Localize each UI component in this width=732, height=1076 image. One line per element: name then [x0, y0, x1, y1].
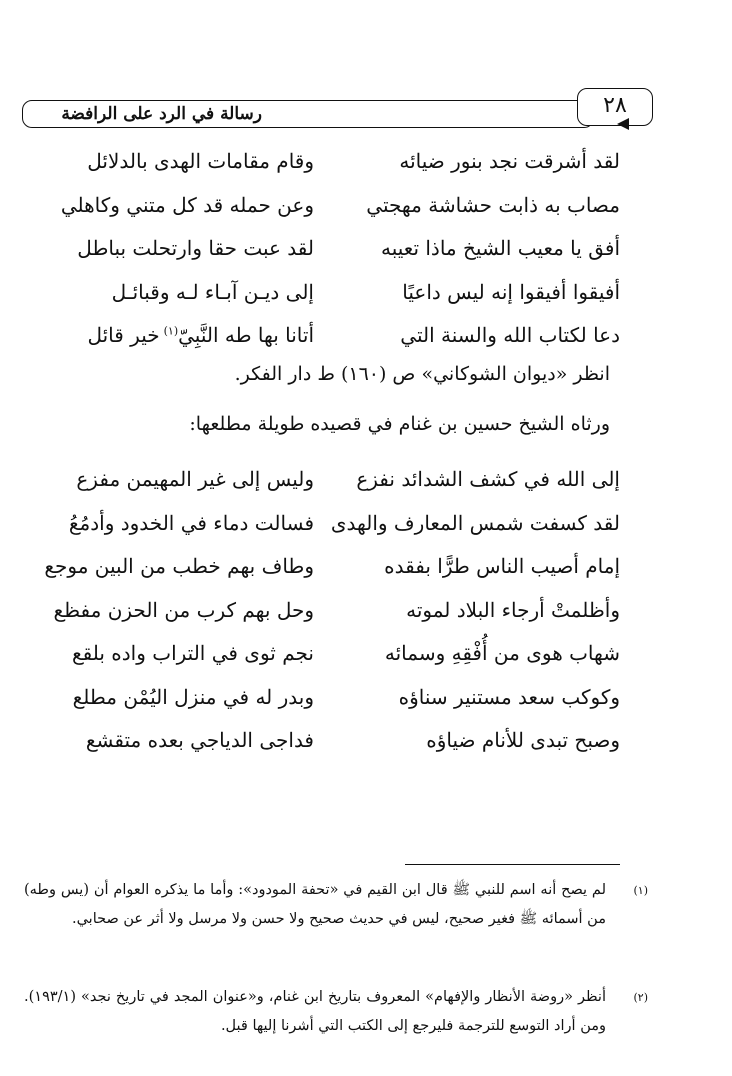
poem-ibn-ghannam: [44, 458, 620, 763]
verse-second-half: وطاف بهم خطب من البين موجع: [44, 554, 314, 578]
page-header: [22, 88, 654, 132]
verse-first-half: لقد كسفت شمس المعارف والهدى: [330, 510, 620, 535]
verse-line: [60, 140, 620, 184]
verse-first-half: وصبح تبدى للأنام ضياؤه: [426, 728, 620, 752]
page-number: ٢٨: [603, 93, 627, 118]
verse-line: [60, 271, 620, 315]
verse-line: [60, 227, 620, 271]
verse-first-half: وأظلمتْ أرجاء البلاد لموته: [406, 597, 620, 622]
verse-line: [60, 458, 620, 502]
footnote-1: [24, 876, 646, 934]
footnote-separator: [405, 864, 620, 865]
poem-shawkani: [60, 140, 620, 358]
verse-line: [60, 632, 620, 676]
verse-first-half: إلى الله في كشف الشدائد نفزع: [356, 467, 620, 491]
header-ornament-icon: [617, 118, 629, 130]
footnote-2: [24, 983, 646, 1041]
verse-second-half: [64, 314, 314, 358]
footnote-reference[interactable]: (١): [163, 324, 179, 338]
verse-text: أتانا بها طه النَّبِيّ: [178, 323, 314, 347]
verse-second-half: إلى ديـن آبـاء لـه وقبائـل: [111, 279, 314, 304]
footnote-number: (١): [633, 884, 648, 897]
verse-first-half: شهاب هوى من أُفْقِهِ وسمائه: [384, 641, 620, 665]
verse-first-half: دعا لكتاب الله والسنة التي: [400, 323, 620, 347]
verse-second-half: نجم ثوى في التراب واده بلقع: [71, 641, 314, 665]
page-number-tab: [577, 88, 653, 126]
footnote-number: (٢): [633, 991, 648, 1004]
verse-line: [44, 545, 620, 589]
verse-first-half: أفيقوا أفيقوا إنه ليس داعيًا: [402, 279, 620, 304]
running-title: رسالة في الرد على الرافضة: [61, 104, 262, 124]
verse-line: [60, 719, 620, 763]
verse-second-half: لقد عبت حقا وارتحلت بباطل: [77, 236, 314, 260]
verse-first-half: أفق يا معيب الشيخ ماذا تعيبه: [381, 236, 620, 260]
verse-second-half: فسالت دماء في الخدود وأدمُعُ: [68, 510, 314, 535]
verse-second-half: وحل بهم كرب من الحزن مفظع: [53, 597, 314, 622]
verse-text-end: خير قائل: [87, 323, 160, 347]
verse-second-half: فداجى الدياجي بعده متقشع: [85, 728, 314, 752]
verse-first-half: إمام أصيب الناس طرًّا بفقده: [384, 554, 620, 578]
footnote-text: أنظر «روضة الأنظار والإفهام» المعروف بتاريخ ابن غنام، و«عنوان المجد في تاريخ نجد» (١٩٣/١). ومن أراد التوسع للترجمة فليرجع إلى الكتب التي أشرنا إليها قبل.: [24, 989, 606, 1034]
verse-second-half: وقام مقامات الهدى بالدلائل: [87, 149, 314, 173]
verse-line: [60, 676, 620, 720]
verse-second-half: وبدر له في منزل اليُمْن مطلع: [72, 684, 314, 709]
verse-first-half: وكوكب سعد مستنير سناؤه: [398, 684, 620, 709]
verse-line: [53, 589, 620, 633]
verse-second-half: وعن حمله قد كل متني وكاهلي: [60, 192, 314, 217]
footnote-text: لم يصح أنه اسم للنبي ﷺ قال ابن القيم في «تحفة المودود»: وأما ما يذكره العوام أن (يس وطه) من أسمائه ﷺ فغير صحيح، ليس في حديث صحيح ولا حسن ولا مرسل ولا أثر عن صحابي.: [24, 882, 606, 927]
verse-line: [60, 184, 620, 228]
verse-line: [60, 502, 620, 546]
intro-paragraph: ورثاه الشيخ حسين بن غنام في قصيده طويلة مطلعها:: [189, 413, 610, 435]
verse-first-half: لقد أشرقت نجد بنور ضيائه: [399, 149, 620, 173]
verse-second-half: وليس إلى غير المهيمن مفزع: [76, 467, 314, 491]
verse-line: [60, 314, 620, 358]
verse-first-half: مصاب به ذابت حشاشة مهجتي: [366, 192, 620, 217]
source-note: انظر «ديوان الشوكاني» ص (١٦٠) ط دار الفكر.: [234, 363, 610, 385]
